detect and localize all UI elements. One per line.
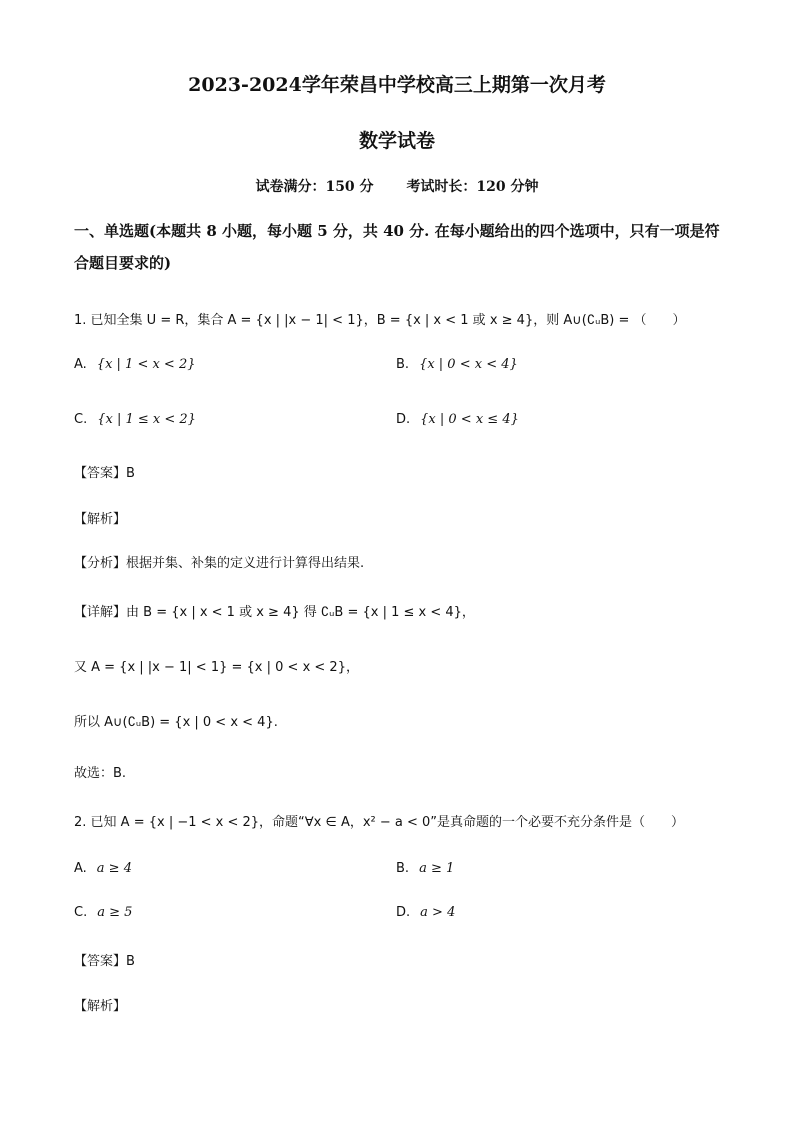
exam-title: 2023-2024学年荣昌中学校高三上期第一次月考: [188, 74, 606, 96]
detail-tag: 【详解】: [74, 605, 127, 620]
exam-meta: [0, 176, 794, 196]
q1-option-a: [74, 357, 196, 372]
q2-analysis-tag: 【解析】: [74, 999, 127, 1014]
full-score: 试卷满分：150 分: [255, 179, 374, 195]
answer-value: B: [126, 466, 135, 481]
q2-option-d: [396, 905, 455, 920]
answer-tag: 【答案】: [74, 954, 127, 969]
q1-fenxi: [74, 552, 364, 571]
option-text: {x | 0 < x < 4}: [419, 357, 518, 372]
q1-conclusion: 故选：B.: [74, 766, 127, 781]
option-label: D.: [396, 905, 411, 920]
answer-value: B: [126, 954, 135, 969]
q1-detail-1: [74, 601, 475, 620]
option-text: a ≥ 5: [97, 905, 133, 920]
q2-answer: [74, 950, 135, 969]
exam-subtitle: 数学试卷: [358, 130, 435, 152]
q1-detail-2: 又 A = {x | |x − 1| < 1} = {x | 0 < x < 2}，: [74, 660, 359, 675]
detail-text: 由 B = {x | x < 1 或 x ≥ 4} 得 ∁ᵤB = {x | 1 ≤ x < 4}，: [126, 605, 475, 620]
q2-option-a: [74, 861, 132, 876]
section-heading: 一、单选题(本题共 8 小题，每小题 5 分，共 40 分. 在每小题给出的四个选项中，只有一项是符合题目要求的): [74, 222, 720, 272]
q1-analysis-tag: 【解析】: [74, 512, 127, 527]
option-label: C.: [74, 905, 88, 920]
option-label: D.: [396, 412, 411, 427]
option-text: a ≥ 4: [96, 861, 132, 876]
option-text: a > 4: [420, 905, 456, 920]
option-text: a ≥ 1: [419, 861, 455, 876]
q1-answer: [74, 462, 135, 481]
q1-option-b: [396, 357, 518, 372]
q1-option-c: [74, 412, 196, 427]
option-label: A.: [74, 861, 87, 876]
option-text: {x | 1 ≤ x < 2}: [97, 412, 196, 427]
answer-tag: 【答案】: [74, 466, 127, 481]
q2-option-b: [396, 861, 454, 876]
fenxi-tag: 【分析】: [74, 556, 127, 571]
option-text: {x | 1 < x < 2}: [96, 357, 196, 372]
exam-duration: 考试时长：120 分钟: [406, 179, 539, 195]
option-label: B.: [396, 861, 410, 876]
question-1-stem: 1. 已知全集 U = R，集合 A = {x | |x − 1| < 1}，B = {x | x < 1 或 x ≥ 4}，则 A∪(∁ᵤB) = （ ）: [74, 313, 686, 328]
question-2-stem: 2. 已知 A = {x | −1 < x < 2}，命题“∀x ∈ A，x² − a < 0”是真命题的一个必要不充分条件是（ ）: [74, 815, 685, 830]
q2-option-c: [74, 905, 132, 920]
option-label: C.: [74, 412, 88, 427]
q1-detail-3: 所以 A∪(∁ᵤB) = {x | 0 < x < 4}.: [74, 715, 278, 730]
q1-option-d: [396, 412, 519, 427]
option-label: A.: [74, 357, 87, 372]
option-label: B.: [396, 357, 410, 372]
fenxi-text: 根据并集、补集的定义进行计算得出结果.: [126, 556, 365, 571]
option-text: {x | 0 < x ≤ 4}: [420, 412, 519, 427]
